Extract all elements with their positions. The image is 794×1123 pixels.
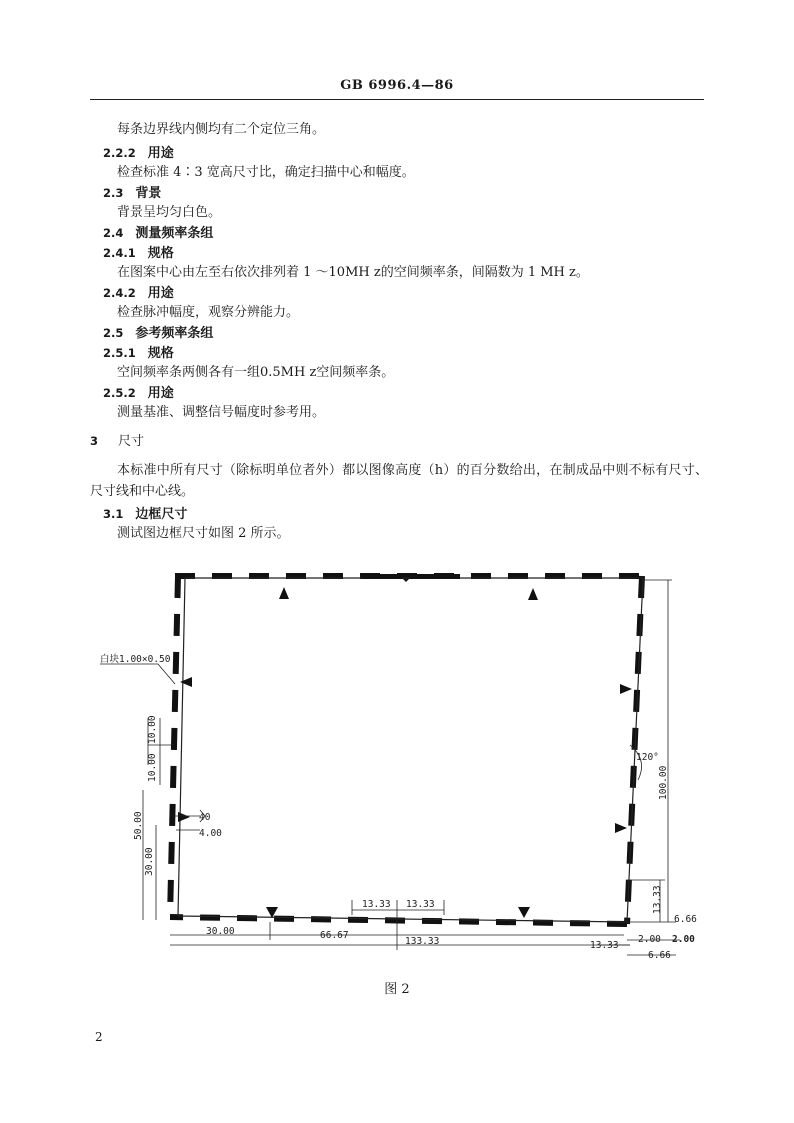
section-number: 2.3: [103, 186, 124, 200]
section-title: 参考频率条组: [135, 326, 214, 341]
label-66-67: 66.67: [320, 930, 349, 941]
label-10-b: 10.00: [147, 753, 158, 782]
section-2-5-2: [103, 384, 174, 403]
section-number: 2.5.2: [103, 386, 136, 400]
text-line: 测量基准、调整信号幅度时参考用。: [117, 405, 326, 420]
page-header: GB 6996.4—86: [340, 78, 454, 93]
section-title: 边框尺寸: [135, 507, 188, 522]
text-line: 背景呈均匀白色。: [117, 205, 222, 220]
section-number: 3.1: [103, 507, 124, 521]
page-number: 2: [95, 1030, 103, 1044]
label-4: 4.00: [199, 828, 222, 839]
label-13-33-right: 13.33: [652, 885, 663, 914]
triangle-markers: [178, 587, 632, 918]
text-line: 测试图边框尺寸如图 2 所示。: [117, 526, 290, 541]
triangle-right-lower: [615, 823, 627, 833]
section-number: 2.4: [103, 226, 124, 240]
border-dash: [177, 614, 178, 636]
section-number: 2.4.1: [103, 246, 136, 260]
label-40: 40: [199, 812, 211, 823]
border-dash: [175, 690, 176, 712]
figure-2-border-diagram: [0, 560, 794, 980]
triangle-left-lower: [178, 812, 190, 822]
border-dash: [171, 842, 172, 864]
section-2-5: [103, 324, 213, 343]
text-line: 检查脉冲幅度，观察分辨能力。: [117, 305, 300, 320]
text-line: 每条边界线内侧均有二个定位三角。: [117, 122, 326, 137]
border-dash: [174, 728, 175, 750]
label-white-block: 白块1.00×0.50: [100, 654, 171, 665]
section-2-2-2: [103, 144, 174, 163]
label-6-66-a: 6.66: [674, 914, 697, 925]
section-3-1: [103, 505, 187, 524]
section-title: 规格: [147, 246, 174, 261]
section-number: 2.5.1: [103, 346, 136, 360]
section-title: 背景: [135, 186, 162, 201]
border-dash: [177, 576, 178, 598]
label-30: 30.00: [144, 847, 155, 876]
text-line: 空间频率条两侧各有一组0.5MH z空间频率条。: [117, 365, 395, 380]
section-title: 测量频率条组: [135, 226, 214, 241]
section-2-4-2: [103, 284, 174, 303]
section-number: 2.4.2: [103, 286, 136, 300]
border-dash: [170, 880, 171, 902]
section-title: 用途: [147, 386, 174, 401]
section-title: 用途: [147, 286, 174, 301]
label-30-bottom: 30.00: [206, 926, 235, 937]
label-13-33-bottom: 13.33: [590, 940, 619, 951]
label-2-00-b: 2.00: [672, 934, 695, 945]
triangle-top-left: [279, 587, 289, 599]
text-line: 检查标准 4∶3 宽高尺寸比，确定扫描中心和幅度。: [117, 165, 415, 180]
header-rule: [90, 99, 704, 100]
dimension-labels: [100, 653, 697, 961]
paragraph: 本标准中所有尺寸（除标明单位者外）都以图像高度（h）的百分数给出，在制成品中则不标有尺寸、尺寸线和中心线。: [90, 463, 708, 499]
triangle-left-upper: [180, 677, 192, 687]
triangle-right-upper: [620, 684, 632, 694]
triangle-top-right: [528, 588, 538, 600]
label-13-33-top-b: 13.33: [406, 899, 435, 910]
inner-frame: [178, 578, 643, 922]
section-2-5-1: [103, 344, 174, 363]
border-dash: [176, 652, 177, 674]
label-6-66-b: 6.66: [648, 950, 671, 961]
label-2-00-a: 2.00: [638, 934, 661, 945]
label-angle: 120°: [636, 752, 659, 763]
border-dash: [172, 804, 173, 826]
section-title: 用途: [147, 146, 174, 161]
border-dash: [173, 766, 174, 788]
label-13-33-top-a: 13.33: [362, 899, 391, 910]
section-3: [90, 432, 144, 451]
section-2-3: [103, 184, 161, 203]
label-100: 100.00: [658, 765, 669, 800]
section-number: 3: [90, 434, 99, 448]
section-title: 尺寸: [118, 434, 145, 449]
section-title: 规格: [147, 346, 174, 361]
border-dashes: [170, 576, 642, 924]
label-133-33: 133.33: [405, 936, 440, 947]
section-2-4-1: [103, 244, 174, 263]
section-2-4: [103, 224, 213, 243]
section-number: 2.5: [103, 326, 124, 340]
text-line: 在图案中心由左至右依次排列着 1 ～10MH z的空间频率条，间隔数为 1 MH z。: [117, 265, 589, 280]
figure-caption: 图 2: [384, 982, 410, 997]
label-50: 50.00: [133, 811, 144, 840]
triangle-bottom-right: [518, 907, 530, 918]
section-number: 2.2.2: [103, 146, 136, 160]
label-10-a: 10.00: [147, 715, 158, 744]
